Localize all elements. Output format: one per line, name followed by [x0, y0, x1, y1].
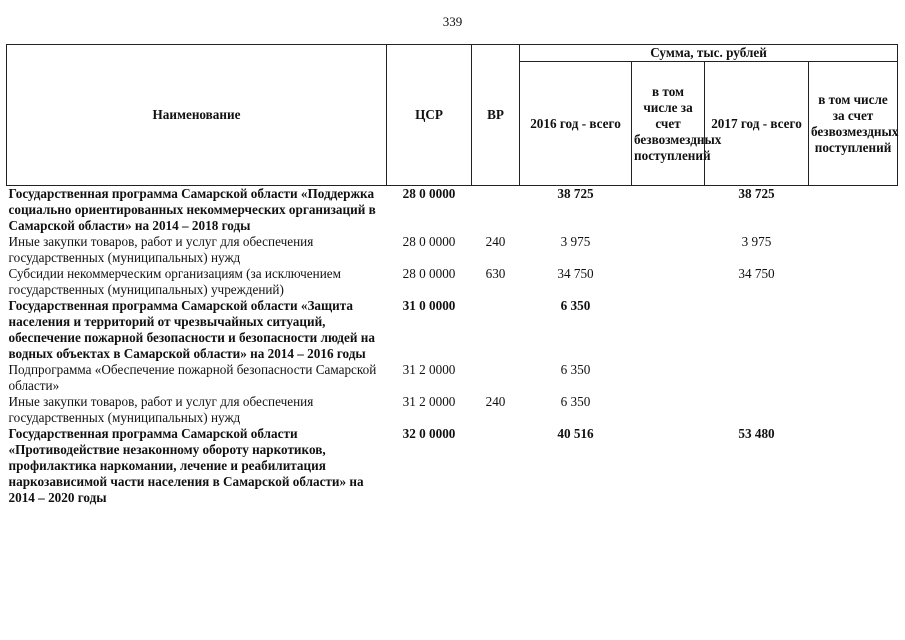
row-2017-free — [809, 186, 898, 235]
row-2017-total: 38 725 — [738, 186, 775, 201]
row-2017-free — [809, 426, 898, 506]
row-csr: 28 0 0000 — [402, 186, 456, 201]
row-2016-total: 6 350 — [560, 298, 591, 313]
table-row — [7, 362, 898, 394]
row-csr: 31 2 0000 — [402, 394, 456, 409]
row-2016-free — [632, 266, 705, 298]
row-2016-free — [632, 362, 705, 394]
table-row — [7, 234, 898, 266]
table-row — [7, 298, 898, 362]
row-csr: 31 0 0000 — [402, 298, 456, 313]
row-2017-total — [705, 362, 809, 394]
table-row — [7, 426, 898, 506]
row-2016-total: 3 975 — [560, 234, 591, 249]
table-row — [7, 186, 898, 235]
row-2017-total: 34 750 — [738, 266, 775, 281]
column-header-vr: ВР — [472, 45, 520, 186]
row-2017-free — [809, 234, 898, 266]
row-2017-total: 3 975 — [741, 234, 772, 249]
column-header-name: Наименование — [7, 45, 387, 186]
row-2016-total: 34 750 — [557, 266, 594, 281]
column-header-2016-total: 2016 год - всего — [520, 62, 632, 186]
row-vr: 240 — [485, 394, 506, 409]
column-header-2016-free: в том числе за счет безвозмездных поступлений — [632, 62, 705, 186]
row-vr: 240 — [485, 234, 506, 249]
row-vr — [472, 298, 520, 362]
row-2017-free — [809, 362, 898, 394]
row-vr — [472, 426, 520, 506]
row-2016-free — [632, 186, 705, 235]
page-number: 339 — [442, 14, 463, 29]
table-row — [7, 394, 898, 426]
row-name: Государственная программа Самарской области «Противодействие незаконному обороту наркотиков, профилактика наркомании, лечение и реабилитация наркозависимой части населения в Самарской области» на 2014 – 2020 годы — [8, 426, 364, 505]
column-header-2017-total: 2017 год - всего — [705, 62, 809, 186]
row-name: Подпрограмма «Обеспечение пожарной безопасности Самарской области» — [8, 362, 377, 393]
column-header-csr: ЦСР — [387, 45, 472, 186]
budget-table — [6, 44, 898, 506]
row-2016-free — [632, 394, 705, 426]
column-group-sum: Сумма, тыс. рублей — [520, 45, 898, 62]
row-vr — [472, 362, 520, 394]
row-2017-total — [705, 394, 809, 426]
table-row — [7, 266, 898, 298]
row-2016-free — [632, 426, 705, 506]
row-2017-free — [809, 266, 898, 298]
row-vr — [472, 186, 520, 235]
row-2016-free — [632, 234, 705, 266]
row-csr: 32 0 0000 — [402, 426, 456, 441]
row-csr: 28 0 0000 — [402, 234, 456, 249]
row-2017-total — [705, 298, 809, 362]
row-2017-free — [809, 298, 898, 362]
row-name: Субсидии некоммерческим организациям (за исключением государственных (муниципальных) учреждений) — [8, 266, 341, 297]
row-name: Иные закупки товаров, работ и услуг для обеспечения государственных (муниципальных) нужд — [8, 394, 314, 425]
row-2017-total: 53 480 — [738, 426, 775, 441]
row-name: Государственная программа Самарской области «Поддержка социально ориентированных некоммерческих организаций в Самарской области» на 2014 – 2018 годы — [8, 186, 376, 233]
row-name: Государственная программа Самарской области «Защита населения и территорий от чрезвычайных ситуаций, обеспечение пожарной безопасности и безопасности людей на водных объектах в Самарской области» на 2014 – 2016 годы — [8, 298, 375, 361]
row-2016-total: 38 725 — [557, 186, 594, 201]
row-2016-total: 6 350 — [560, 394, 591, 409]
column-header-2017-free: в том числе за счет безвозмездных поступлений — [809, 62, 898, 186]
row-2016-free — [632, 298, 705, 362]
row-2017-free — [809, 394, 898, 426]
row-csr: 28 0 0000 — [402, 266, 456, 281]
row-name: Иные закупки товаров, работ и услуг для обеспечения государственных (муниципальных) нужд — [8, 234, 314, 265]
row-2016-total: 6 350 — [560, 362, 591, 377]
row-2016-total: 40 516 — [557, 426, 594, 441]
row-vr: 630 — [485, 266, 506, 281]
row-csr: 31 2 0000 — [402, 362, 456, 377]
